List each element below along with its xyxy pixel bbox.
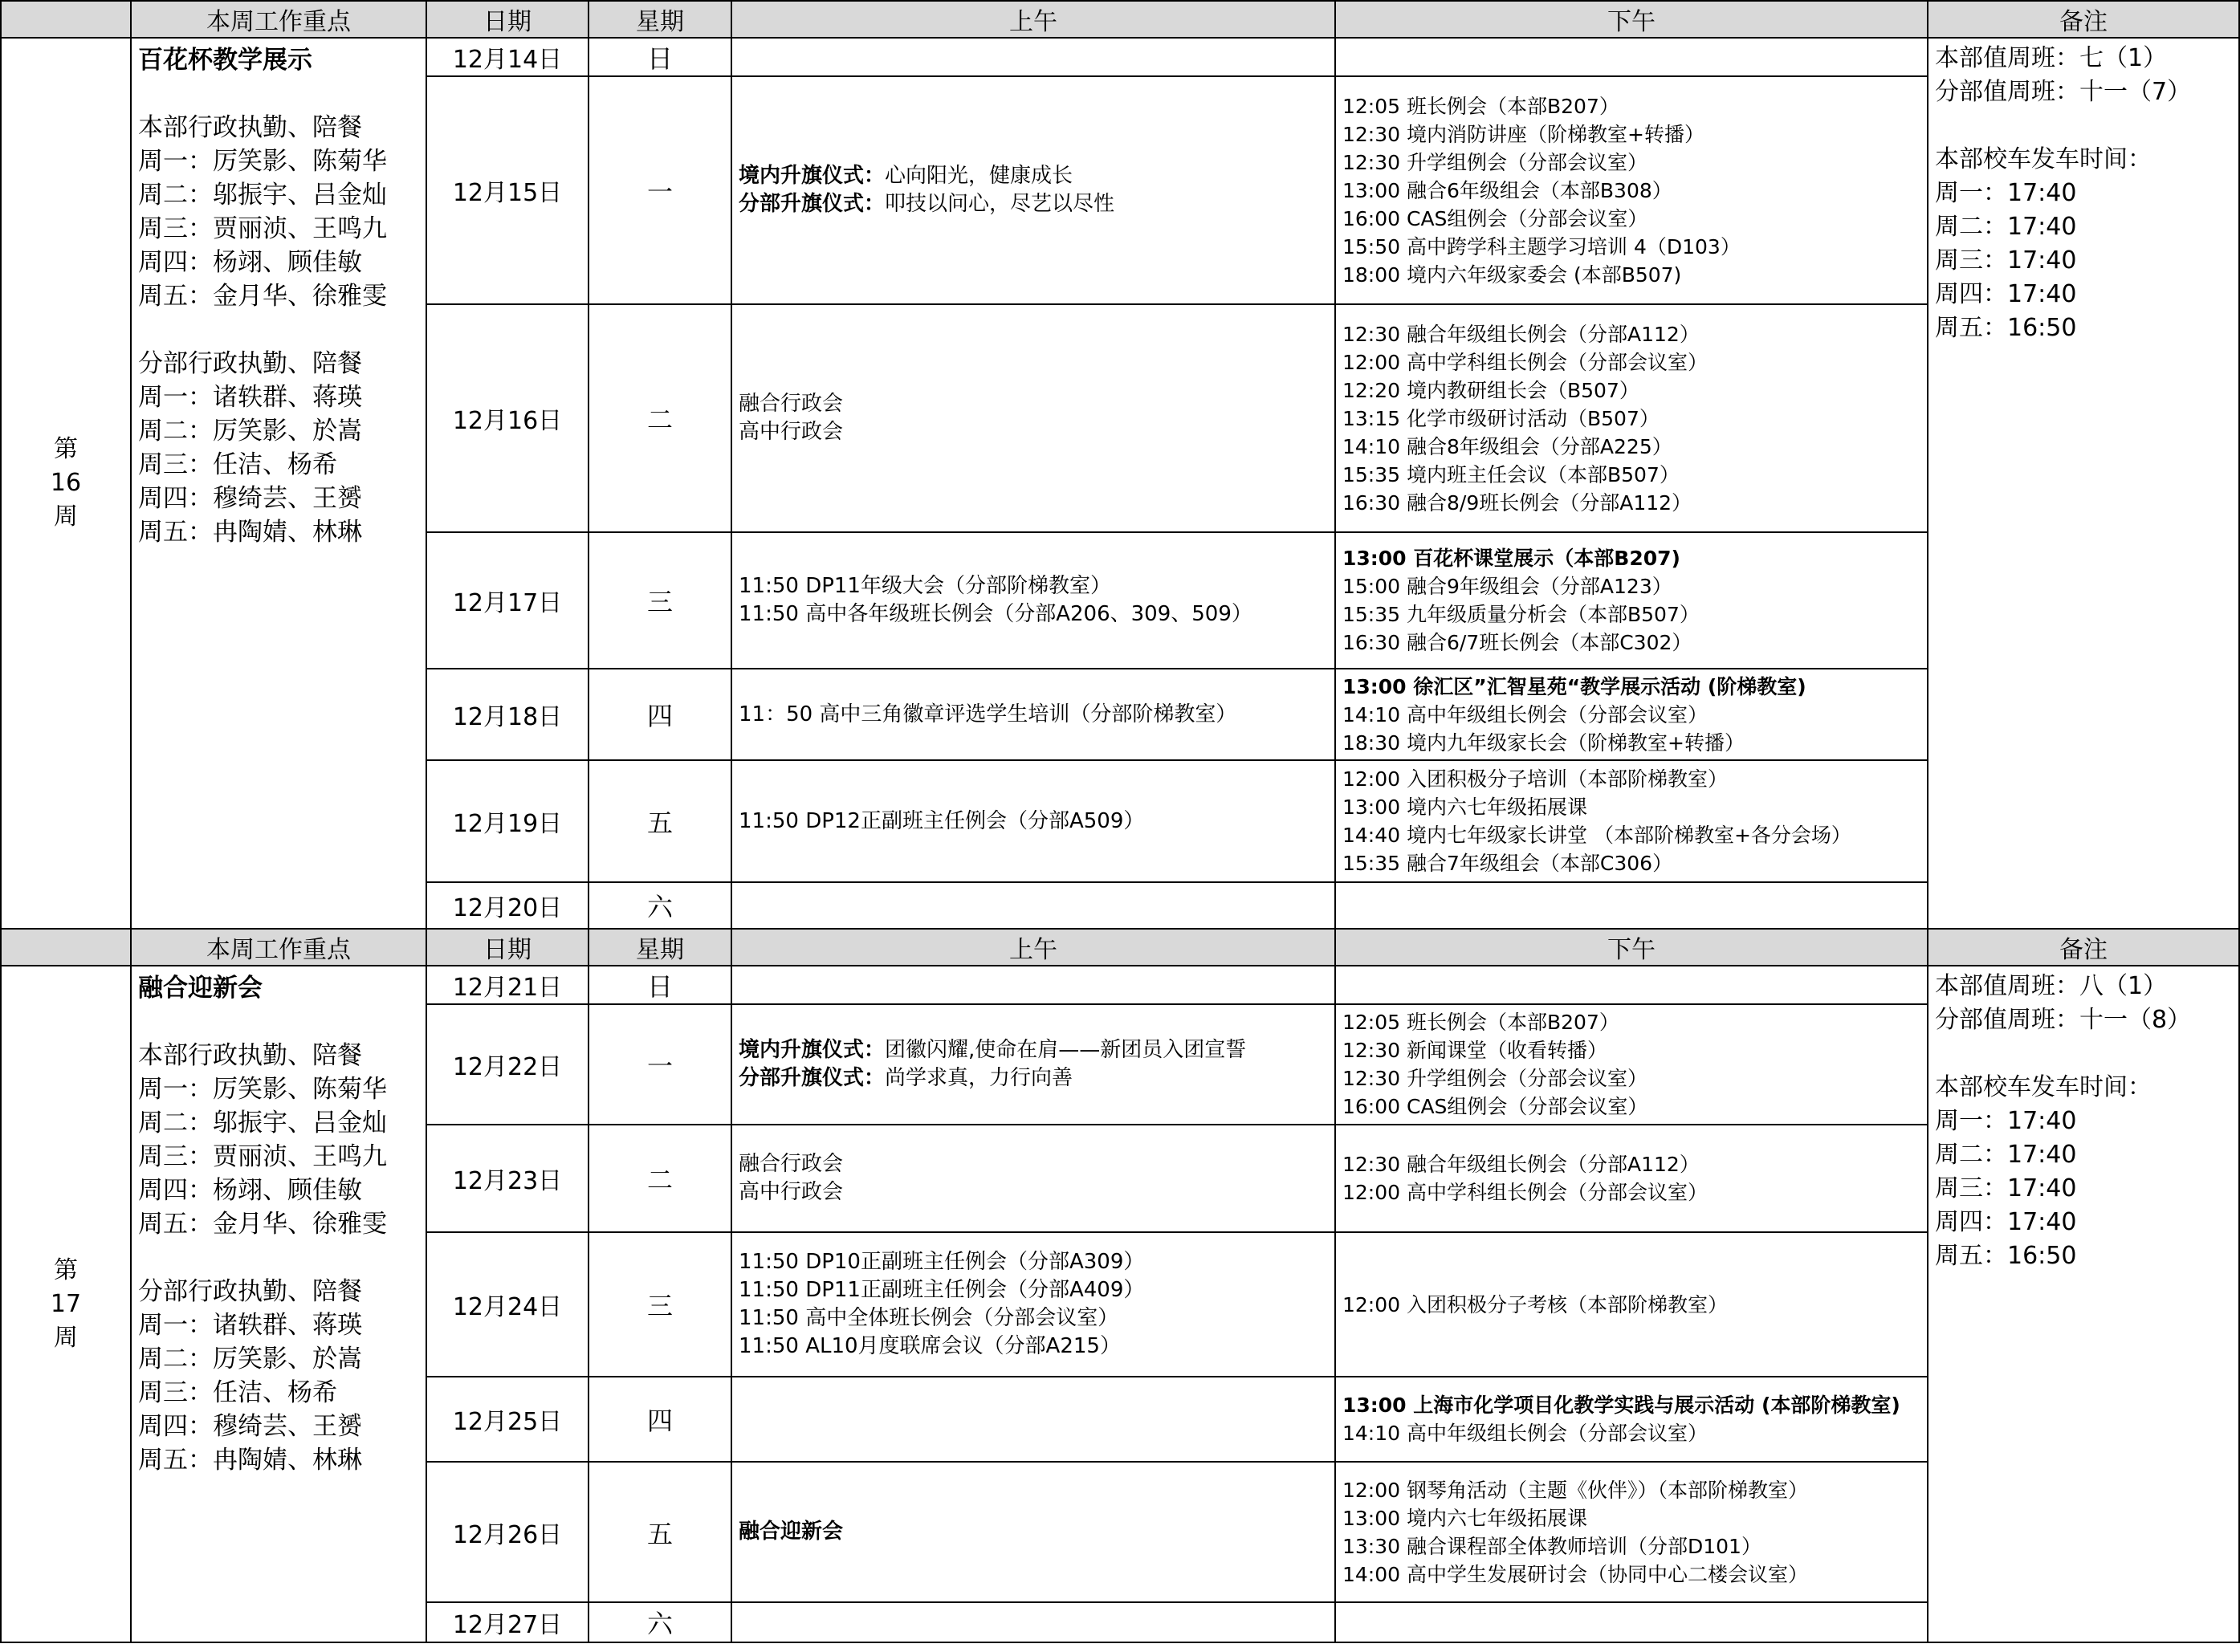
date-cell: 12月27日	[426, 1602, 589, 1642]
morning-cell	[731, 304, 1335, 532]
event-text: 13:00 境内六七年级拓展课	[1342, 795, 1587, 819]
focus-line: 周四：杨翊、顾佳敏	[138, 1176, 362, 1205]
event-text: 11:50 DP11正副班主任例会（分部A409）	[739, 1278, 1145, 1302]
header-cell: 备注	[1928, 1, 2239, 38]
focus-title: 百花杯教学展示	[138, 46, 312, 75]
event-text: 叩技以问心，尽艺以尽性	[885, 192, 1115, 216]
focus-line: 周二：邬振宇、吕金灿	[138, 181, 387, 210]
bus-line: 周三：17:40	[1935, 1174, 2077, 1202]
event-text: 12:30 升学组例会（分部会议室）	[1342, 150, 1647, 174]
event-line	[739, 701, 1328, 729]
event-text: 高中行政会	[739, 420, 844, 444]
morning-cell	[731, 532, 1335, 669]
afternoon-cell	[1335, 1125, 1928, 1232]
focus-line: 周五：金月华、徐雅雯	[138, 1210, 387, 1239]
morning-cell	[731, 1377, 1335, 1462]
event-line	[739, 390, 1328, 418]
event-label: 分部升旗仪式：	[739, 192, 886, 216]
event-line	[1342, 849, 1920, 877]
event-text: 11:50 AL10月度联席会议（分部A215）	[739, 1334, 1121, 1358]
event-text: 12:30 融合年级组长例会（分部A112）	[1342, 322, 1700, 346]
afternoon-cell	[1335, 966, 1928, 1004]
event-text: 融合行政会	[739, 1152, 844, 1176]
focus-line: 周三：贾丽浈、王鸣九	[138, 1142, 387, 1171]
date-cell: 12月26日	[426, 1462, 589, 1602]
event-text: 11：50 高中三角徽章评选学生培训（分部阶梯教室）	[739, 702, 1237, 726]
afternoon-cell	[1335, 1004, 1928, 1125]
weekday-cell: 二	[589, 1125, 731, 1232]
spacer	[138, 1005, 422, 1039]
event-line	[739, 1064, 1328, 1093]
event-text: 尚学求真，力行向善	[885, 1066, 1073, 1090]
event-text: 高中行政会	[739, 1180, 844, 1204]
event-label: 境内升旗仪式：	[739, 164, 886, 188]
event-line	[1342, 1391, 1920, 1419]
afternoon-cell	[1335, 304, 1928, 532]
event-line	[1342, 1291, 1920, 1319]
week-label-part: 16	[50, 469, 82, 497]
date-cell: 12月24日	[426, 1232, 589, 1377]
afternoon-cell	[1335, 532, 1928, 669]
event-text: 心向阳光，健康成长	[885, 164, 1073, 188]
event-line	[739, 1178, 1328, 1206]
spacer	[1935, 1037, 2234, 1071]
event-text: 13:00 徐汇区”汇智星苑“教学展示活动 (阶梯教室)	[1342, 674, 1806, 698]
weekday-cell: 一	[589, 76, 731, 304]
event-line	[1342, 765, 1920, 793]
bus-line: 周三：17:40	[1935, 246, 2077, 275]
weekday-cell: 六	[589, 1602, 731, 1642]
date-cell: 12月20日	[426, 882, 589, 929]
bus-title: 本部校车发车时间：	[1935, 145, 2152, 173]
focus-line: 周五：冉陶婧、林琳	[138, 518, 362, 547]
weekday-cell: 三	[589, 1232, 731, 1377]
event-line	[739, 1248, 1328, 1276]
header-week	[1, 1, 131, 38]
event-text: 12:30 新闻课堂（收看转播）	[1342, 1039, 1607, 1062]
event-text: 11:50 高中全体班长例会（分部会议室）	[739, 1306, 1119, 1330]
focus-line: 周一：厉笑影、陈菊华	[138, 147, 387, 176]
event-line	[1342, 1008, 1920, 1036]
header-week	[1, 929, 131, 966]
focus-line: 本部行政执勤、陪餐	[138, 113, 362, 142]
event-line	[1342, 433, 1920, 461]
event-line	[1342, 1560, 1920, 1589]
afternoon-cell	[1335, 1462, 1928, 1602]
schedule-row	[1, 966, 2239, 1004]
event-text: 14:10 高中年级组长例会（分部会议室）	[1342, 1422, 1708, 1445]
focus-line: 周三：任洁、杨希	[138, 1378, 337, 1407]
header-cell: 上午	[731, 1, 1335, 38]
event-line	[1342, 701, 1920, 729]
date-cell: 12月15日	[426, 76, 589, 304]
event-text: 15:00 融合9年级组会（分部A123）	[1342, 575, 1672, 598]
week-label-part: 第	[54, 435, 78, 463]
header-row	[1, 1, 2239, 38]
duty-line: 本部值周班：八（1）	[1935, 972, 2168, 1000]
afternoon-cell	[1335, 882, 1928, 929]
event-text: 14:40 境内七年级家长讲堂 （本部阶梯教室+各分会场）	[1342, 824, 1851, 847]
event-text: 13:30 融合课程部全体教师培训（分部D101）	[1342, 1534, 1761, 1558]
date-cell: 12月16日	[426, 304, 589, 532]
header-cell: 星期	[589, 1, 731, 38]
afternoon-cell	[1335, 76, 1928, 304]
morning-cell	[731, 966, 1335, 1004]
spacer	[138, 77, 422, 111]
focus-line: 周一：诸轶群、蒋瑛	[138, 1311, 362, 1340]
duty-line: 本部值周班：七（1）	[1935, 44, 2168, 72]
week-label-part: 第	[54, 1255, 78, 1284]
event-line	[1342, 320, 1920, 348]
header-cell: 下午	[1335, 929, 1928, 966]
event-line	[739, 162, 1328, 190]
event-text: 15:35 融合7年级组会（本部C306）	[1342, 852, 1673, 875]
focus-line: 分部行政执勤、陪餐	[138, 1277, 362, 1306]
event-text: 12:00 高中学科组长例会（分部会议室）	[1342, 1181, 1708, 1204]
event-text: 16:30 融合6/7班长例会（本部C302）	[1342, 631, 1692, 654]
event-line	[739, 600, 1328, 629]
morning-cell	[731, 1004, 1335, 1125]
header-cell: 日期	[426, 929, 589, 966]
date-cell: 12月14日	[426, 38, 589, 76]
weekday-cell: 一	[589, 1004, 731, 1125]
focus-line: 周四：穆绮芸、王赟	[138, 1412, 362, 1441]
event-text: 13:00 境内六七年级拓展课	[1342, 1506, 1587, 1530]
event-line	[1342, 629, 1920, 657]
event-label: 分部升旗仪式：	[739, 1066, 886, 1090]
afternoon-cell	[1335, 1377, 1928, 1462]
event-text: 11:50 DP10正副班主任例会（分部A309）	[739, 1250, 1145, 1274]
event-line	[1342, 405, 1920, 433]
event-text: 12:00 高中学科组长例会（分部会议室）	[1342, 350, 1708, 374]
event-line	[1342, 572, 1920, 600]
event-line	[1342, 1064, 1920, 1093]
morning-cell	[731, 1462, 1335, 1602]
event-text: 团徽闪耀,使命在肩——新团员入团宣誓	[885, 1038, 1247, 1062]
week-label	[1, 966, 131, 1642]
event-text: 16:30 融合8/9班长例会（分部A112）	[1342, 490, 1692, 515]
event-line	[1342, 92, 1920, 120]
focus-line: 周三：任洁、杨希	[138, 450, 337, 479]
week-label	[1, 38, 131, 929]
event-text: 18:00 境内六年级家委会 (本部B507)	[1342, 262, 1682, 287]
event-text: 11:50 DP12正副班主任例会（分部A509）	[739, 808, 1145, 833]
focus-line: 周二：厉笑影、於嵩	[138, 417, 362, 446]
event-text: 15:50 高中跨学科主题学习培训 4（D103）	[1342, 234, 1741, 258]
weekday-cell: 日	[589, 966, 731, 1004]
event-text: 12:30 境内消防讲座（阶梯教室+转播）	[1342, 122, 1704, 146]
date-cell: 12月22日	[426, 1004, 589, 1125]
week-label-part: 17	[50, 1289, 82, 1318]
spacer	[138, 313, 422, 347]
event-line	[1342, 461, 1920, 489]
event-line	[739, 1036, 1328, 1064]
morning-cell	[731, 1602, 1335, 1642]
focus-line: 周四：穆绮芸、王赟	[138, 484, 362, 513]
notes-cell	[1928, 38, 2239, 929]
bus-line: 周一：17:40	[1935, 1107, 2077, 1135]
event-line	[1342, 673, 1920, 701]
afternoon-cell	[1335, 38, 1928, 76]
focus-line: 周四：杨翊、顾佳敏	[138, 248, 362, 277]
event-line	[1342, 1476, 1920, 1504]
focus-line: 周二：厉笑影、於嵩	[138, 1345, 362, 1373]
weekday-cell: 五	[589, 1462, 731, 1602]
afternoon-cell	[1335, 1602, 1928, 1642]
date-cell: 12月18日	[426, 669, 589, 760]
focus-title: 融合迎新会	[138, 974, 263, 1003]
event-text: 15:35 境内班主任会议（本部B507）	[1342, 462, 1680, 486]
event-line	[1342, 376, 1920, 405]
header-cell: 日期	[426, 1, 589, 38]
event-text: 12:05 班长例会（本部B207）	[1342, 1011, 1619, 1034]
bus-line: 周四：17:40	[1935, 1208, 2077, 1236]
header-cell: 本周工作重点	[131, 1, 426, 38]
event-text: 12:30 融合年级组长例会（分部A112）	[1342, 1153, 1700, 1176]
weekday-cell: 二	[589, 304, 731, 532]
event-line	[739, 1518, 1328, 1546]
header-cell: 本周工作重点	[131, 929, 426, 966]
focus-line: 本部行政执勤、陪餐	[138, 1041, 362, 1070]
header-cell: 下午	[1335, 1, 1928, 38]
focus-line: 周一：厉笑影、陈菊华	[138, 1075, 387, 1104]
header-cell: 星期	[589, 929, 731, 966]
event-line	[1342, 233, 1920, 261]
event-line	[1342, 729, 1920, 757]
event-text: 12:00 钢琴角活动（主题《伙伴》）（本部阶梯教室）	[1342, 1478, 1808, 1502]
event-line	[1342, 261, 1920, 289]
event-text: 14:10 融合8年级组会（分部A225）	[1342, 434, 1672, 458]
event-text: 13:15 化学市级研讨活动（B507）	[1342, 406, 1660, 430]
weekday-cell: 四	[589, 1377, 731, 1462]
event-line	[739, 1150, 1328, 1178]
event-line	[739, 572, 1328, 600]
event-line	[739, 1276, 1328, 1304]
event-line	[1342, 821, 1920, 849]
morning-cell	[731, 760, 1335, 882]
bus-line: 周五：16:50	[1935, 1242, 2077, 1270]
date-cell: 12月23日	[426, 1125, 589, 1232]
event-line	[739, 190, 1328, 218]
event-label: 境内升旗仪式：	[739, 1038, 886, 1062]
focus-line: 周五：金月华、徐雅雯	[138, 282, 387, 311]
event-line	[1342, 177, 1920, 205]
bus-line: 周一：17:40	[1935, 179, 2077, 207]
event-text: 11:50 高中各年级班长例会（分部A206、309、509）	[739, 602, 1252, 626]
event-text: 11:50 DP11年级大会（分部阶梯教室）	[739, 574, 1111, 598]
weekday-cell: 日	[589, 38, 731, 76]
event-text: 16:00 CAS组例会（分部会议室）	[1342, 206, 1648, 230]
event-line	[1342, 1150, 1920, 1178]
afternoon-cell	[1335, 669, 1928, 760]
event-line	[1342, 793, 1920, 821]
weekday-cell: 六	[589, 882, 731, 929]
spacer	[138, 1241, 422, 1275]
event-line	[1342, 600, 1920, 629]
focus-line: 周三：贾丽浈、王鸣九	[138, 214, 387, 243]
event-line	[1342, 348, 1920, 376]
week-focus	[131, 966, 426, 1642]
event-line	[1342, 1504, 1920, 1532]
header-row	[1, 929, 2239, 966]
event-text: 13:00 融合6年级组会（本部B308）	[1342, 178, 1672, 202]
event-line	[1342, 1093, 1920, 1121]
event-line	[1342, 544, 1920, 572]
bus-line: 周二：17:40	[1935, 213, 2077, 241]
event-line	[1342, 149, 1920, 177]
afternoon-cell	[1335, 1232, 1928, 1377]
bus-title: 本部校车发车时间：	[1935, 1073, 2152, 1101]
event-line	[1342, 1178, 1920, 1206]
event-text: 12:30 升学组例会（分部会议室）	[1342, 1067, 1647, 1090]
date-cell: 12月19日	[426, 760, 589, 882]
afternoon-cell	[1335, 760, 1928, 882]
bus-line: 周二：17:40	[1935, 1141, 2077, 1169]
event-text: 14:10 高中年级组长例会（分部会议室）	[1342, 702, 1708, 726]
schedule-row	[1, 38, 2239, 76]
duty-line: 分部值周班：十一（7）	[1935, 78, 2192, 106]
date-cell: 12月21日	[426, 966, 589, 1004]
date-cell: 12月25日	[426, 1377, 589, 1462]
header-cell: 上午	[731, 929, 1335, 966]
event-line	[1342, 489, 1920, 517]
event-text: 13:00 百花杯课堂展示（本部B207)	[1342, 547, 1680, 570]
event-line	[739, 1333, 1328, 1361]
morning-cell	[731, 669, 1335, 760]
event-text: 15:35 九年级质量分析会（本部B507）	[1342, 603, 1700, 626]
event-text: 16:00 CAS组例会（分部会议室）	[1342, 1095, 1648, 1118]
focus-line: 分部行政执勤、陪餐	[138, 349, 362, 378]
morning-cell	[731, 76, 1335, 304]
event-text: 12:20 境内教研组长会（B507）	[1342, 378, 1639, 402]
week-focus	[131, 38, 426, 929]
event-line	[1342, 1419, 1920, 1447]
date-cell: 12月17日	[426, 532, 589, 669]
focus-line: 周五：冉陶婧、林琳	[138, 1446, 362, 1475]
event-line	[1342, 1532, 1920, 1560]
focus-line: 周二：邬振宇、吕金灿	[138, 1109, 387, 1137]
event-text: 融合迎新会	[739, 1520, 844, 1544]
header-cell: 备注	[1928, 929, 2239, 966]
morning-cell	[731, 882, 1335, 929]
event-text: 融合行政会	[739, 392, 844, 416]
event-text: 18:30 境内九年级家长会（阶梯教室+转播）	[1342, 730, 1745, 755]
event-text: 13:00 上海市化学项目化教学实践与展示活动 (本部阶梯教室)	[1342, 1394, 1900, 1417]
week-label-part: 周	[54, 1323, 78, 1352]
focus-line: 周一：诸轶群、蒋瑛	[138, 383, 362, 412]
event-line	[1342, 120, 1920, 149]
spacer	[1935, 109, 2234, 143]
morning-cell	[731, 38, 1335, 76]
bus-line: 周五：16:50	[1935, 314, 2077, 342]
bus-line: 周四：17:40	[1935, 280, 2077, 308]
morning-cell	[731, 1125, 1335, 1232]
duty-line: 分部值周班：十一（8）	[1935, 1006, 2192, 1034]
event-line	[1342, 1036, 1920, 1064]
weekday-cell: 五	[589, 760, 731, 882]
event-text: 12:00 入团积极分子培训（本部阶梯教室）	[1342, 767, 1728, 791]
morning-cell	[731, 1232, 1335, 1377]
event-line	[1342, 205, 1920, 233]
weekday-cell: 三	[589, 532, 731, 669]
event-line	[739, 418, 1328, 446]
weekday-cell: 四	[589, 669, 731, 760]
event-text: 12:00 入团积极分子考核（本部阶梯教室）	[1342, 1292, 1728, 1316]
week-label-part: 周	[54, 503, 78, 531]
event-line	[739, 1304, 1328, 1333]
event-line	[739, 808, 1328, 836]
event-text: 14:00 高中学生发展研讨会（协同中心二楼会议室）	[1342, 1562, 1808, 1586]
notes-cell	[1928, 966, 2239, 1642]
event-text: 12:05 班长例会（本部B207）	[1342, 94, 1619, 118]
